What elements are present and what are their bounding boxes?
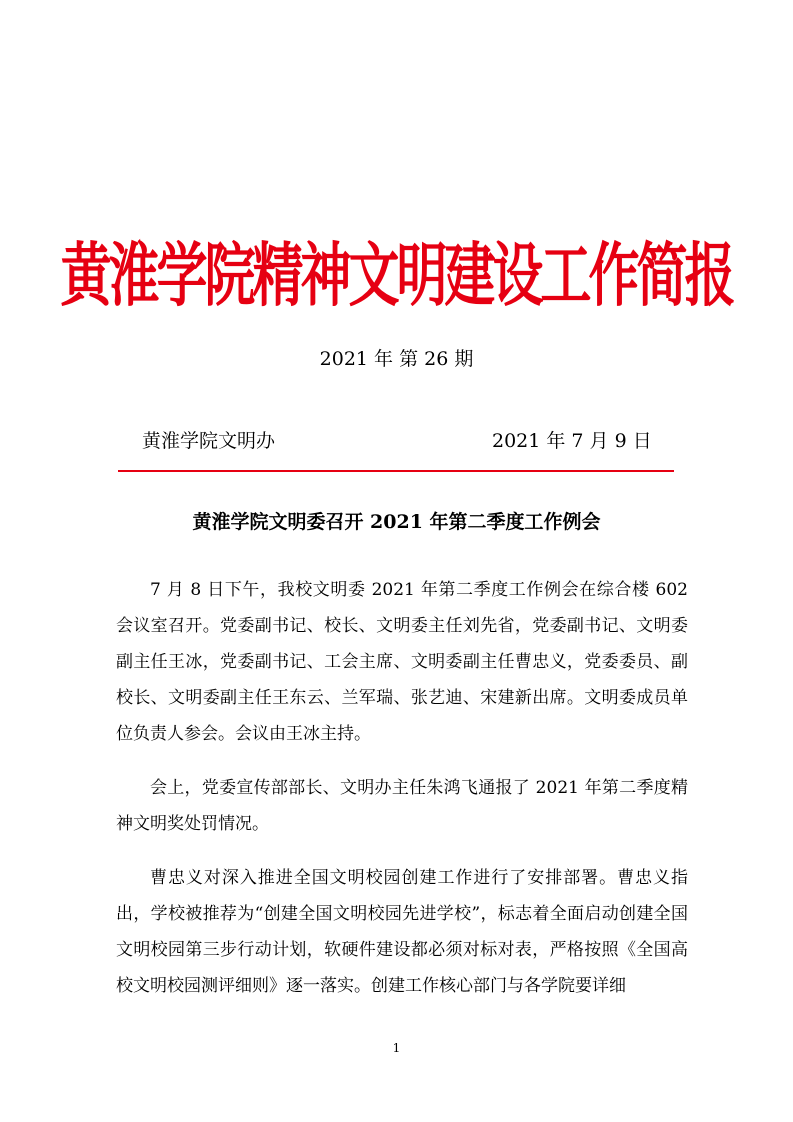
article-paragraph: 会上，党委宣传部部长、文明办主任朱鸿飞通报了 2021 年第二季度精神文明奖处罚情况。 [116, 778, 688, 834]
masthead-title: 黄淮学院精神文明建设工作简报 [60, 235, 733, 317]
issue-number: 2021 年 第 26 期 [319, 348, 474, 370]
page-number: 1 [392, 1041, 401, 1055]
article-title: 黄淮学院文明委召开 2021 年第二季度工作例会 [192, 511, 601, 533]
issuer-name: 黄淮学院文明办 [142, 430, 276, 452]
issue-date: 2021 年 7 月 9 日 [492, 430, 652, 452]
red-divider-rule [118, 470, 674, 472]
article-paragraph: 曹忠义对深入推进全国文明校园创建工作进行了安排部署。曹忠义指出，学校被推荐为“创建全国文明校园先进学校”，标志着全面启动创建全国文明校园第三步行动计划，软硬件建设都必须对标对表，严格按照《全国高校文明校园测评细则》逐一落实。创建工作核心部门与各学院要详细 [116, 868, 688, 996]
article-body [116, 572, 688, 1022]
article-paragraph: 7 月 8 日下午，我校文明委 2021 年第二季度工作例会在综合楼 602 会议室召开。党委副书记、校长、文明委主任刘先省，党委副书记、文明委副主任王冰，党委副书记、工会主席、文明委副主任曹忠义，党委委员、副校长、文明委副主任王东云、兰军瑞、张艺迪、宋建新出席。文明委成员单位负责人参会。会议由王冰主持。 [116, 580, 688, 744]
